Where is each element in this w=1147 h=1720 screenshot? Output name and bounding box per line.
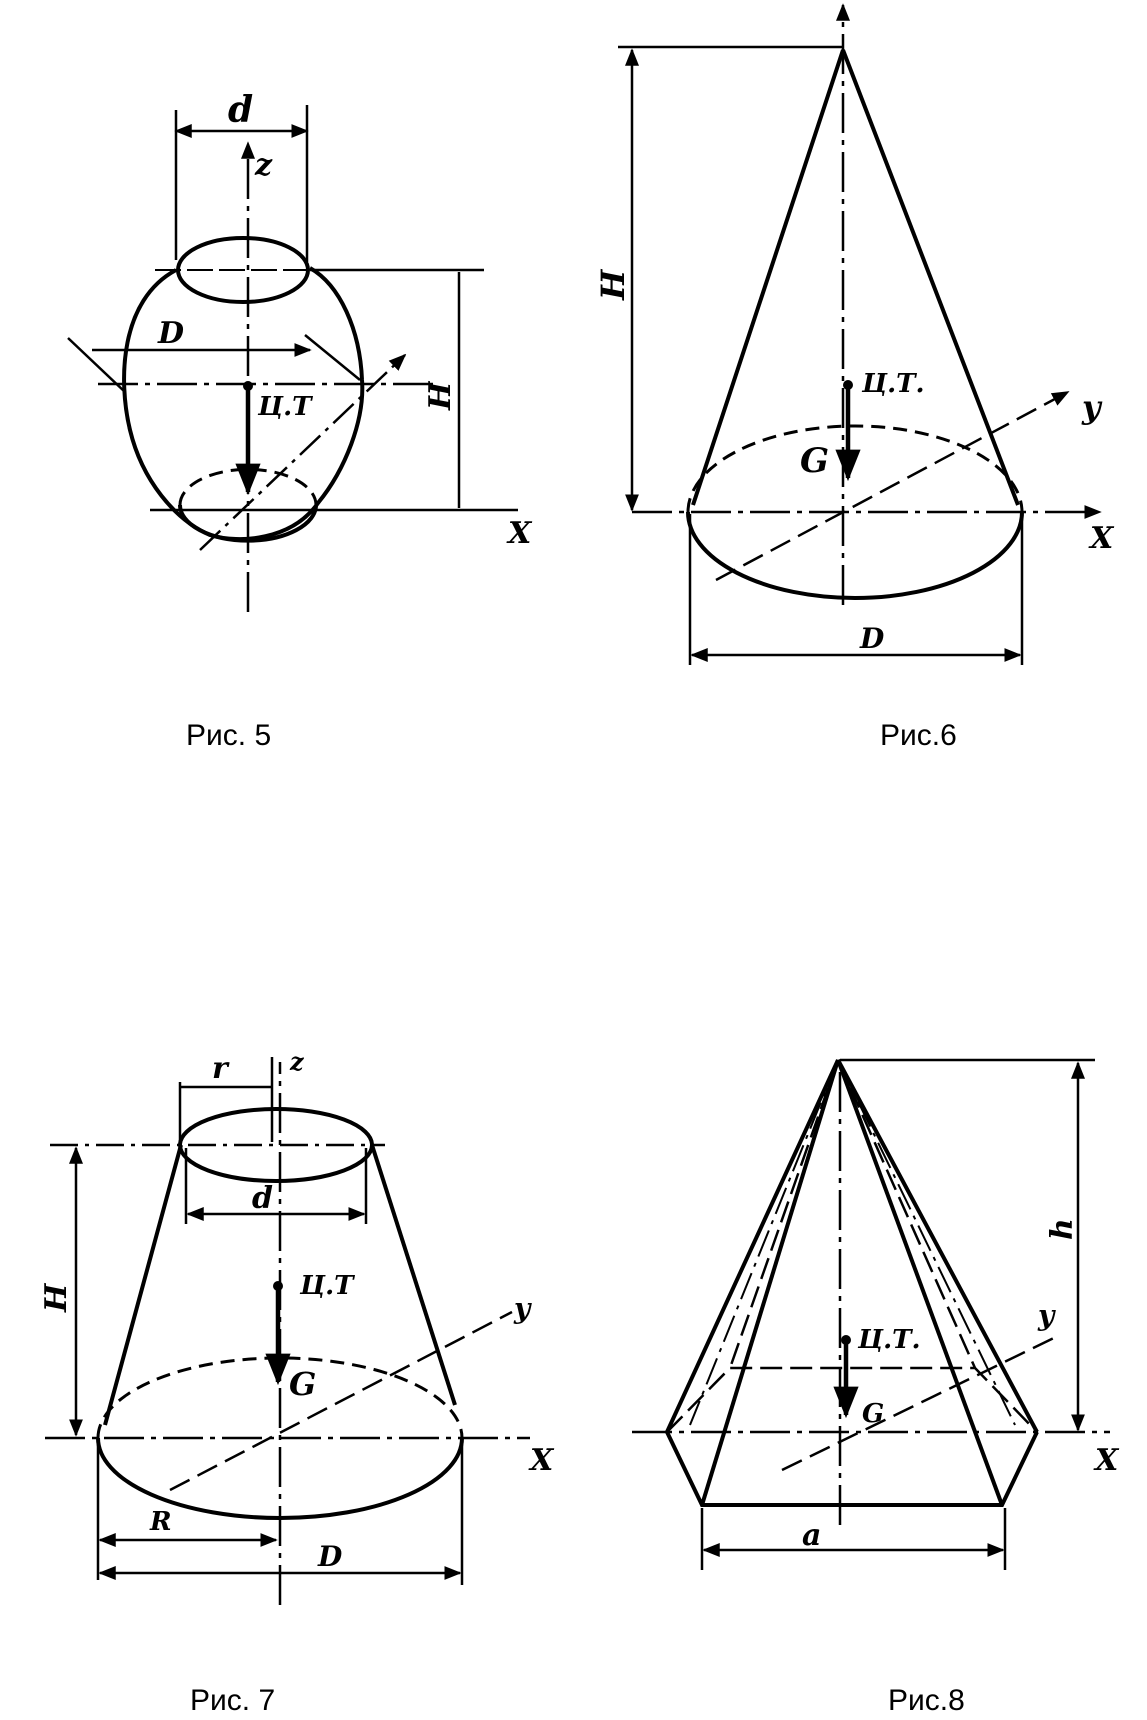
fig5-label-z: z [255,148,273,183]
fig6-cone-right-side [843,50,1018,505]
fig7-caption: Рис. 7 [190,1684,276,1717]
fig7-label-R: R [150,1507,172,1537]
fig5-label-d: d [228,89,254,131]
figure-7 [39,1047,555,1717]
fig7-left-side [105,1145,181,1425]
fig6-label-y: y [1082,388,1101,426]
fig6-base-ellipse-front [688,512,1022,598]
fig5-body-outline [124,268,362,539]
fig5-label-H: H [423,381,458,410]
fig8-label-a: a [802,1518,822,1553]
fig8-hidden-edge-3 [690,1060,838,1425]
fig5-D-leader-left [68,338,125,392]
fig7-label-G: G [289,1365,317,1403]
fig8-label-y: y [1038,1299,1055,1332]
fig8-edge-4 [838,1060,1037,1432]
fig6-label-ct: Ц.Т. [862,369,925,399]
fig5-label-D: D [158,316,185,351]
fig7-label-ct: Ц.Т [300,1271,354,1301]
fig7-label-D: D [318,1540,343,1573]
fig6-caption: Рис.6 [880,719,957,752]
fig8-y-axis [782,1335,1060,1470]
fig6-label-G: G [800,441,830,481]
fig7-right-side [372,1145,455,1405]
fig6-label-x: X [1090,521,1114,556]
fig7-label-y: y [514,1292,531,1325]
fig7-label-r: r [212,1051,228,1086]
fig7-label-x: X [530,1443,554,1478]
figure-8 [632,1060,1120,1717]
fig5-caption: Рис. 5 [186,719,272,752]
fig8-hidden-edge-2 [838,1060,975,1368]
fig8-caption: Рис.8 [888,1684,965,1717]
fig8-base-hidden-edges [667,1368,1037,1432]
fig8-hidden-edge-1 [730,1060,838,1368]
fig7-label-z: z [290,1047,304,1076]
fig8-edge-2 [702,1060,838,1505]
fig6-label-H: H [594,269,632,300]
fig5-D-leader-right [305,335,360,380]
fig7-label-H: H [39,1283,74,1312]
fig8-edge-3 [838,1060,1002,1505]
fig6-base-ellipse-back [688,426,1022,512]
figure-5 [68,89,533,752]
fig8-label-ct: Ц.Т. [858,1325,921,1355]
fig7-label-d: d [252,1181,273,1216]
fig8-label-G: G [862,1399,885,1429]
fig6-cone-left-side [693,50,843,505]
fig8-label-h: h [1045,1218,1080,1240]
fig5-label-x: X [508,516,532,551]
fig8-label-x: X [1095,1443,1119,1478]
fig7-y-axis [170,1312,512,1490]
figure-6 [594,5,1115,752]
fig6-label-D: D [860,622,885,655]
fig8-edge-1 [667,1060,838,1432]
fig5-label-ct: Ц.Т [258,392,312,422]
